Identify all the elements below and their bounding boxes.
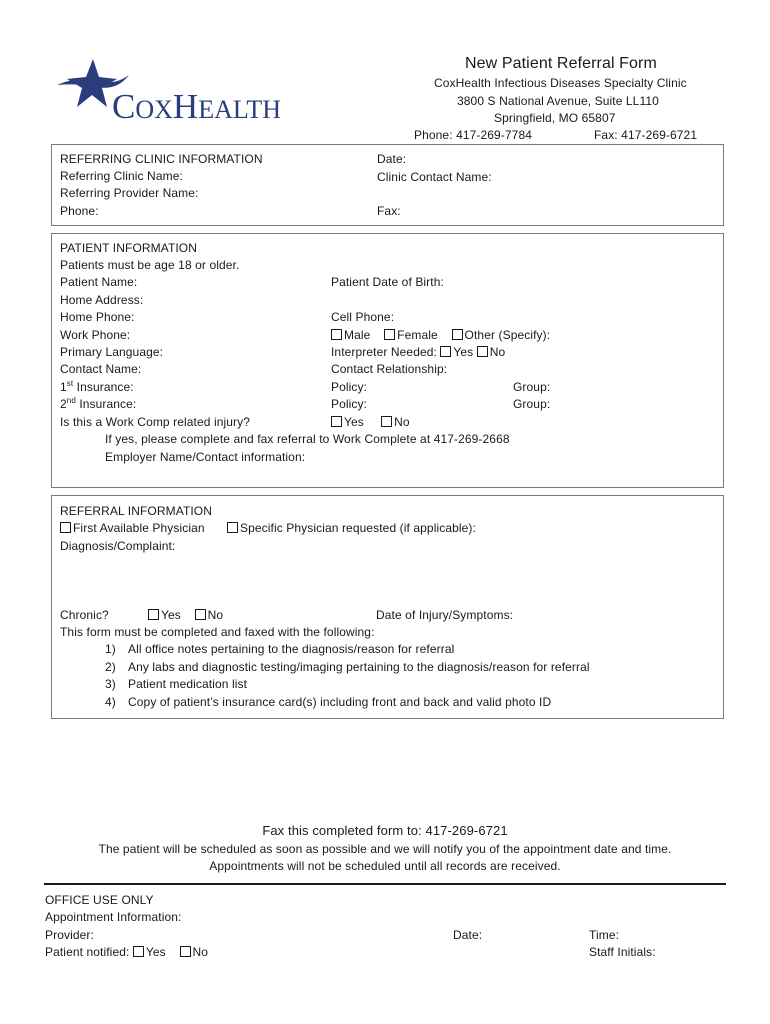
cell-phone-field[interactable]: Cell Phone: — [331, 310, 395, 324]
requirement-item: 3) Patient medication list — [105, 677, 248, 691]
primary-language-field[interactable]: Primary Language: — [60, 345, 164, 359]
office-use-divider — [44, 883, 726, 885]
clinic-name: CoxHealth Infectious Diseases Specialty Clinic — [434, 76, 687, 90]
logo-wordmark: COXHEALTH — [112, 87, 282, 126]
home-address-field[interactable]: Home Address: — [60, 293, 144, 307]
schedule-note: The patient will be scheduled as soon as possible and we will notify you of the appointment date and time. — [98, 842, 672, 856]
work-comp-no-checkbox[interactable]: No — [381, 415, 410, 429]
referring-clinic-name-field[interactable]: Referring Clinic Name: — [60, 169, 183, 183]
requirement-item: 4) Copy of patient’s insurance card(s) including front and back and valid photo ID — [105, 695, 552, 709]
interpreter-yes-checkbox[interactable]: Yes — [440, 345, 473, 359]
clinic-contact-name-field[interactable]: Clinic Contact Name: — [377, 170, 492, 184]
patient-name-field[interactable]: Patient Name: — [60, 275, 138, 289]
checkbox-icon — [180, 946, 191, 957]
contact-name-field[interactable]: Contact Name: — [60, 362, 142, 376]
clinic-phone: Phone: 417-269-7784 — [414, 128, 532, 142]
checkbox-icon — [440, 346, 451, 357]
checkbox-icon — [331, 329, 342, 340]
date-of-birth-field[interactable]: Patient Date of Birth: — [331, 275, 444, 289]
first-available-checkbox[interactable]: First Available Physician — [60, 520, 205, 537]
second-insurance-field[interactable]: 2nd Insurance: — [60, 396, 137, 411]
interpreter-no-checkbox[interactable]: No — [477, 345, 506, 359]
fax-completed-form: Fax this completed form to: 417-269-6721 — [262, 823, 508, 838]
work-comp-note: If yes, please complete and fax referral to Work Complete at 417-269-2668 — [105, 432, 510, 446]
patient-notified: Patient notified: Yes No — [45, 945, 209, 959]
appointment-time-field[interactable]: Time: — [589, 928, 620, 942]
staff-initials-field[interactable]: Staff Initials: — [589, 945, 656, 959]
chronic-no-checkbox[interactable]: No — [195, 608, 224, 622]
records-note: Appointments will not be scheduled until all records are received. — [209, 859, 561, 873]
office-use-heading: OFFICE USE ONLY — [45, 893, 154, 907]
appointment-info-heading: Appointment Information: — [45, 910, 182, 924]
referring-phone-field[interactable]: Phone: — [60, 204, 99, 218]
diagnosis-complaint-field[interactable]: Diagnosis/Complaint: — [60, 539, 176, 553]
appointment-date-field[interactable]: Date: — [453, 928, 483, 942]
notified-no-checkbox[interactable]: No — [180, 945, 209, 959]
referring-fax-field[interactable]: Fax: — [377, 204, 401, 218]
patient-age-note: Patients must be age 18 or older. — [60, 258, 240, 272]
clinic-address-line2: Springfield, MO 65807 — [494, 111, 616, 125]
must-complete-note: This form must be completed and faxed with the following: — [60, 625, 375, 639]
clinic-fax: Fax: 417-269-6721 — [594, 128, 698, 142]
checkbox-icon — [133, 946, 144, 957]
work-comp-yes-checkbox[interactable]: Yes — [331, 415, 364, 429]
second-policy-field[interactable]: Policy: — [331, 397, 368, 411]
form-title: New Patient Referral Form — [465, 55, 657, 72]
referring-date-field[interactable]: Date: — [377, 152, 407, 166]
patient-heading: PATIENT INFORMATION — [60, 241, 198, 255]
referring-heading: REFERRING CLINIC INFORMATION — [60, 152, 263, 166]
second-group-field[interactable]: Group: — [513, 397, 551, 411]
checkbox-icon — [60, 522, 71, 533]
requirement-item: 2) Any labs and diagnostic testing/imaging pertaining to the diagnosis/reason for referral — [105, 660, 590, 674]
checkbox-icon — [452, 329, 463, 340]
chronic-options — [148, 607, 223, 624]
checkbox-icon — [384, 329, 395, 340]
checkbox-icon — [331, 416, 342, 427]
checkbox-icon — [148, 609, 159, 620]
referring-provider-name-field[interactable]: Referring Provider Name: — [60, 186, 199, 200]
work-comp-options — [331, 414, 410, 431]
first-group-field[interactable]: Group: — [513, 380, 551, 394]
specific-physician-checkbox[interactable]: Specific Physician requested (if applicable): — [227, 520, 476, 537]
provider-field[interactable]: Provider: — [45, 928, 94, 942]
contact-relationship-field[interactable]: Contact Relationship: — [331, 362, 448, 376]
gender-options — [331, 327, 550, 344]
work-phone-field[interactable]: Work Phone: — [60, 328, 131, 342]
interpreter-needed: Interpreter Needed: Yes No — [331, 345, 506, 359]
chronic-yes-checkbox[interactable]: Yes — [148, 608, 181, 622]
first-policy-field[interactable]: Policy: — [331, 380, 368, 394]
male-checkbox[interactable]: Male — [331, 328, 370, 342]
checkbox-icon — [381, 416, 392, 427]
requirement-item: 1) All office notes pertaining to the diagnosis/reason for referral — [105, 642, 455, 656]
chronic-question: Chronic? — [60, 608, 109, 622]
other-gender-checkbox[interactable]: Other (Specify): — [452, 328, 551, 342]
injury-date-field[interactable]: Date of Injury/Symptoms: — [376, 608, 514, 622]
female-checkbox[interactable]: Female — [384, 328, 438, 342]
notified-yes-checkbox[interactable]: Yes — [133, 945, 166, 959]
home-phone-field[interactable]: Home Phone: — [60, 310, 135, 324]
employer-contact-field[interactable]: Employer Name/Contact information: — [105, 450, 306, 464]
checkbox-icon — [227, 522, 238, 533]
work-comp-question: Is this a Work Comp related injury? — [60, 415, 251, 429]
checkbox-icon — [477, 346, 488, 357]
clinic-address-line1: 3800 S National Avenue, Suite LL110 — [457, 94, 659, 108]
first-insurance-field[interactable]: 1st Insurance: — [60, 379, 134, 394]
referral-heading: REFERRAL INFORMATION — [60, 504, 213, 518]
checkbox-icon — [195, 609, 206, 620]
